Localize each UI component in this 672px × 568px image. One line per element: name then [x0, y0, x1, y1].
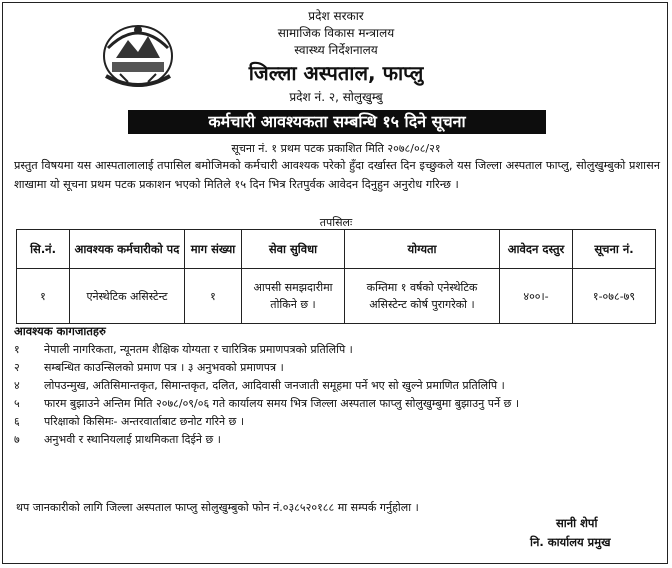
cell-sn: १	[17, 269, 70, 324]
cell-count: १	[185, 269, 242, 324]
contact-line: थप जानकारीको लागि जिल्ला अस्पताल फाप्लु सोलुखुम्बुको फोन नं.०३८५२०१८८ मा सम्पर्क गर्नुहोला ।	[16, 501, 419, 514]
documents-title: आवश्यक कागजातहरु	[14, 324, 106, 338]
col-header-fee: आवेदन दस्तुर	[500, 230, 573, 269]
cell-fee: ४००।-	[500, 269, 573, 324]
list-item-text: परिक्षाको किसिमः- अन्तरवार्ताबाट छनोट गरिने छ ।	[44, 415, 245, 428]
table-header-row	[17, 230, 656, 269]
list-item-number: १	[14, 343, 20, 356]
office-name: जिल्ला अस्पताल, फाप्लु	[248, 61, 424, 85]
header-line-1: प्रदेश सरकार	[308, 9, 364, 23]
cell-notice-no: १-०७८-७९	[573, 269, 656, 324]
required-documents	[14, 324, 660, 450]
list-item-text: लोपउन्मुख, अतिसिमान्तकृत, सिमान्तकृत, दलित, आदिवासी जनजाती समूहमा पर्ने भए सो खुल्ने प्रमाणित प्रतिलिपि ।	[44, 379, 505, 392]
list-item-number: २	[14, 361, 20, 374]
cell-post: एनेस्थेटिक असिस्टेन्ट	[70, 269, 185, 324]
signatory-name: सानी शेर्पा	[556, 516, 598, 530]
col-header-sn: सि.नं.	[17, 230, 70, 269]
list-item	[14, 342, 660, 358]
signatory-title: नि. कार्यालय प्रमुख	[530, 535, 611, 549]
table-row	[17, 269, 656, 324]
list-item-number: ६	[14, 415, 20, 428]
list-item-number: ४	[14, 379, 20, 392]
header-line-3: स्वास्थ्य निर्देशनालय	[294, 43, 378, 57]
office-address: प्रदेश नं. २, सोलुखुम्बु	[289, 90, 383, 104]
notice-title-banner: कर्मचारी आवश्यकता सम्बन्धि १५ दिने सूचना	[128, 110, 546, 134]
list-item	[14, 396, 660, 412]
publish-line: सूचना नं. १ प्रथम पटक प्रकाशित मिति २०७८/०८/२१	[231, 142, 441, 155]
list-item	[14, 360, 660, 376]
list-item-text: अनुभवी र स्थानियलाई प्राथमिकता दिईने छ ।	[44, 433, 221, 446]
vacancy-table	[16, 229, 656, 324]
header-line-2: सामाजिक विकास मन्त्रालय	[277, 26, 395, 40]
list-item	[14, 378, 660, 394]
col-header-post: आवश्यक कर्मचारीको पद	[70, 230, 185, 269]
list-item	[14, 432, 660, 448]
cell-facility: आपसी समझदारीमा तोकिने छ ।	[242, 269, 345, 324]
intro-paragraph: प्रस्तुत विषयमा यस आस्पतालालाई तपासिल बमोजिमको कर्मचारी आवश्यक परेको हुँदा दर्खास्त दिन इच्छुकले यस जिल्ला अस्पताल फाप्लु, सोलुखुम्बुको प्रशासन शाखामा यो सूचना प्रथम पटक प्रकाशन भएको मितिले १५ दिन भित्र रितपुर्वक आवेदन दिनुहुन अनुरोध गरिन्छ ।	[14, 159, 660, 191]
tapasil-label: तपसिलः	[319, 216, 353, 229]
list-item-text: नेपाली नागरिकता, न्यूनतम शैक्षिक योग्यता र चारित्रिक प्रमाणपत्रको प्रतिलिपि ।	[44, 343, 353, 356]
list-item-number: ५	[14, 397, 20, 410]
col-header-count: माग संख्या	[185, 230, 242, 269]
col-header-notice-no: सूचना नं.	[573, 230, 656, 269]
list-item-number: ७	[14, 433, 20, 446]
list-item-text: सम्बन्धित काउन्सिलको प्रमाण पत्र । ३ अनुभवको प्रमाणपत्र ।	[44, 361, 284, 374]
col-header-qualification: योग्यता	[345, 230, 500, 269]
list-item-text: फारम बुझाउने अन्तिम मिति २०७८/०९/०६ गते कार्यालय समय भित्र जिल्ला अस्पताल फाप्लु सोलुखुम्बुमा बुझाउनु पर्ने छ ।	[44, 397, 520, 410]
cell-qualification: कम्तिमा १ वर्षको एनेस्थेटिक असिस्टेन्ट कोर्ष पुरागरेको ।	[345, 269, 500, 324]
list-item	[14, 414, 660, 430]
col-header-facility: सेवा सुविधा	[242, 230, 345, 269]
